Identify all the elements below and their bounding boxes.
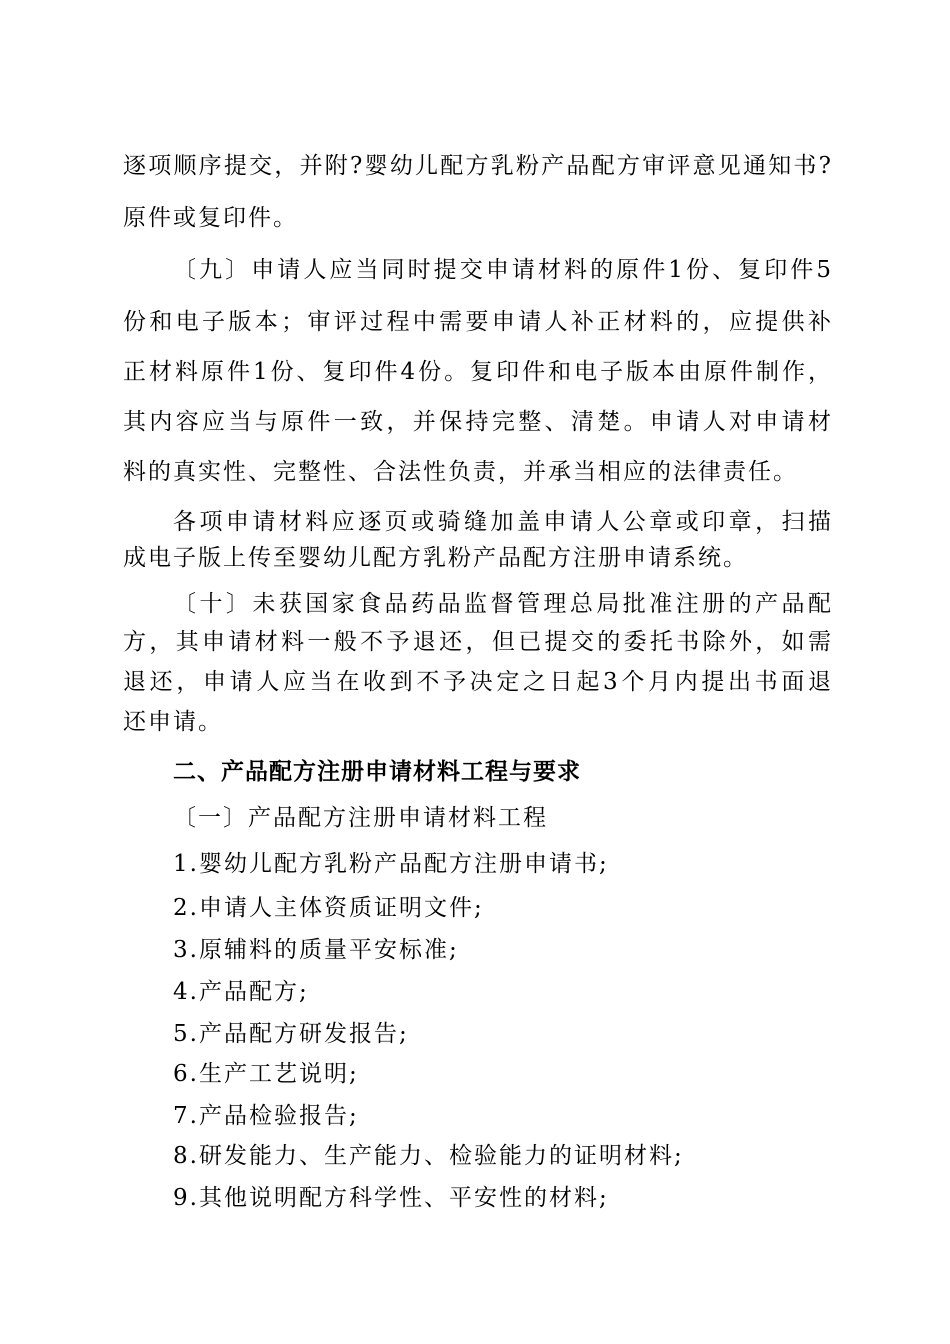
paragraph-2-line-1: 〔九〕申请人应当同时提交申请材料的原件1份、复印件5 bbox=[173, 257, 833, 283]
paragraph-3-line-1: 各项申请材料应逐页或骑缝加盖申请人公章或印章，扫描 bbox=[173, 509, 833, 535]
paragraph-1-line-1: 逐项顺序提交，并附?婴幼儿配方乳粉产品配方审评意见通知书? bbox=[123, 153, 833, 179]
list-item: 6.生产工艺说明; bbox=[173, 1061, 359, 1087]
list-item: 5.产品配方研发报告; bbox=[173, 1021, 409, 1047]
paragraph-3-line-2: 成电子版上传至婴幼儿配方乳粉产品配方注册申请系统。 bbox=[123, 545, 748, 571]
paragraph-1-line-2: 原件或复印件。 bbox=[123, 205, 298, 231]
subsection-heading: 〔一〕产品配方注册申请材料工程 bbox=[173, 805, 548, 831]
list-item: 1.婴幼儿配方乳粉产品配方注册申请书; bbox=[173, 851, 609, 877]
paragraph-4-line-2: 方，其申请材料一般不予退还，但已提交的委托书除外，如需 bbox=[123, 629, 833, 655]
section-heading: 二、产品配方注册申请材料工程与要求 bbox=[173, 759, 581, 785]
list-item: 8.研发能力、生产能力、检验能力的证明材料; bbox=[173, 1143, 684, 1169]
paragraph-2-line-3: 正材料原件1份、复印件4份。复印件和电子版本由原件制作， bbox=[123, 359, 833, 385]
paragraph-2-line-5: 料的真实性、完整性、合法性负责，并承当相应的法律责任。 bbox=[123, 459, 798, 485]
paragraph-2-line-4: 其内容应当与原件一致，并保持完整、清楚。申请人对申请材 bbox=[123, 409, 833, 435]
paragraph-2-line-2: 份和电子版本；审评过程中需要申请人补正材料的，应提供补 bbox=[123, 309, 833, 335]
list-item: 2.申请人主体资质证明文件; bbox=[173, 895, 484, 921]
list-item: 7.产品检验报告; bbox=[173, 1103, 359, 1129]
paragraph-4-line-1: 〔十〕未获国家食品药品监督管理总局批准注册的产品配 bbox=[173, 591, 833, 617]
list-item: 9.其他说明配方科学性、平安性的材料; bbox=[173, 1185, 609, 1211]
paragraph-4-line-3: 退还，申请人应当在收到不予决定之日起3个月内提出书面退 bbox=[123, 669, 833, 695]
list-item: 4.产品配方; bbox=[173, 979, 309, 1005]
paragraph-4-line-4: 还申请。 bbox=[123, 709, 223, 735]
list-item: 3.原辅料的质量平安标准; bbox=[173, 937, 459, 963]
